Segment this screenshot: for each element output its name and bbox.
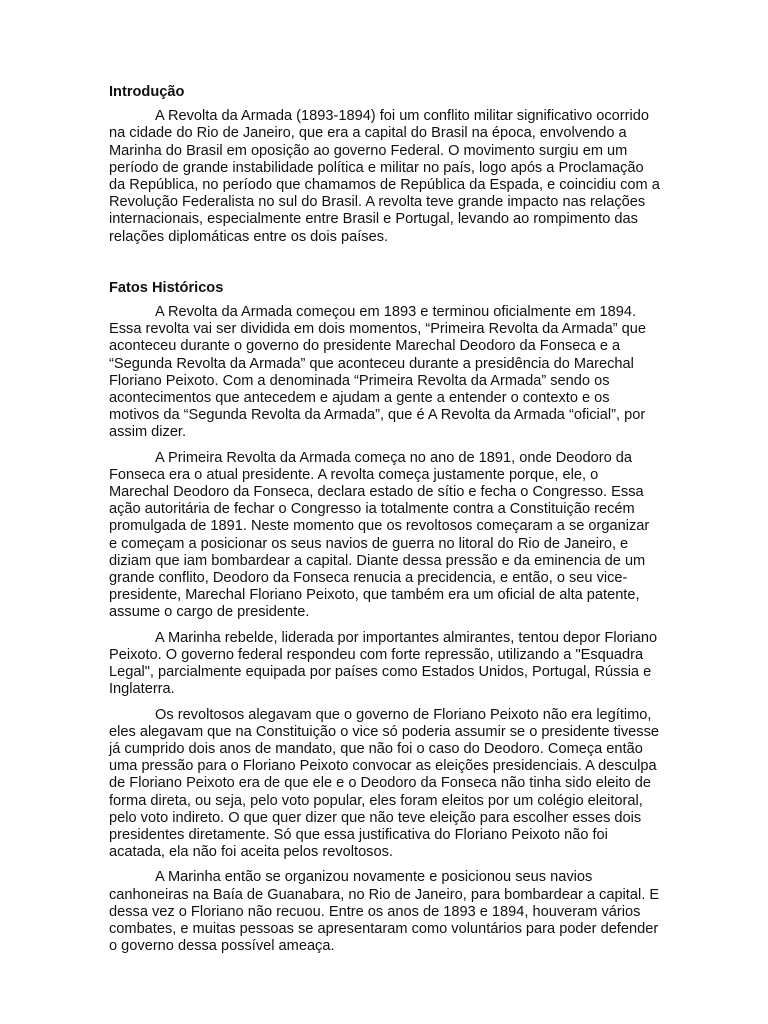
paragraph-fatos-3: A Marinha rebelde, liderada por importantes almirantes, tentou depor Floriano Peixoto. O governo federal respondeu com forte repressão, utilizando a "Esquadra Legal", parcialmente equipada por países como Estados Unidos, Portugal, Rússia e Inglaterra.: [109, 629, 658, 698]
paragraph-fatos-4: Os revoltosos alegavam que o governo de Floriano Peixoto não era legítimo, eles alegavam que na Constituição o vice só poderia assumir se o presidente tivesse já cumprido dois anos de mandato, que não foi o caso do Deodoro. Começa então uma pressão para o Floriano Peixoto convocar as eleições presidenciais. A desculpa de Floriano Peixoto era de que ele e o Deodoro da Fonseca não tinha sido eleito de forma direta, ou seja, pelo voto popular, eles foram eleitos por um colégio eleitoral, pelo voto indireto. O que quer dizer que não teve eleição para escolher esses dois presidentes diretamente. Só que essa justificativa do Floriano Peixoto não foi acatada, ela não foi aceita pelos revoltosos.: [109, 706, 660, 861]
section-heading-introducao: Introdução: [109, 84, 185, 100]
paragraph-fatos-2: A Primeira Revolta da Armada começa no ano de 1891, onde Deodoro da Fonseca era o atual presidente. A revolta começa justamente porque, ele, o Marechal Deodoro da Fonseca, declara estado de sítio e fecha o Congresso. Essa ação autoritária de fechar o Congresso ia totalmente contra a Constituição recém promulgada de 1891. Neste momento que os revoltosos começaram a se organizar e começam a posicionar os seus navios de guerra no litoral do Rio de Janeiro, e diziam que iam bombardear a capital. Diante dessa pressão e da eminencia de um grande conflito, Deodoro da Fonseca renucia a precidencia, e então, o seu vice-presidente, Marechal Floriano Peixoto, que também era um oficial de alta patente, assume o cargo de presidente.: [109, 449, 650, 621]
paragraph-fatos-1: A Revolta da Armada começou em 1893 e terminou oficialmente em 1894. Essa revolta vai ser dividida em dois momentos, “Primeira Revolta da Armada” que aconteceu durante o governo do presidente Marechal Deodoro da Fonseca e a “Segunda Revolta da Armada” que aconteceu durante a presidência do Marechal Floriano Peixoto. Com a denominada “Primeira Revolta da Armada” sendo os acontecimentos que antecedem e ajudam a gente a entender o contexto e os motivos da “Segunda Revolta da Armada”, que é A Revolta da Armada “oficial”, por assim dizer.: [109, 304, 646, 441]
paragraph-fatos-5: A Marinha então se organizou novamente e posicionou seus navios canhoneiras na Baía de Guanabara, no Rio de Janeiro, para bombardear a capital. E dessa vez o Floriano não recuou. Entre os anos de 1893 e 1894, houveram vários combates, e muitas pessoas se apresentaram como voluntários para poder defender o governo dessa possível ameaça.: [109, 869, 660, 955]
document-body: [109, 84, 661, 963]
paragraph-introducao-1: A Revolta da Armada (1893-1894) foi um conflito militar significativo ocorrido na cidade do Rio de Janeiro, que era a capital do Brasil na época, envolvendo a Marinha do Brasil em oposição ao governo Federal. O movimento surgiu em um período de grande instabilidade política e militar no país, logo após a Proclamação da República, no período que chamamos de República da Espada, e coincidiu com a Revolução Federalista no sul do Brasil. A revolta teve grande impacto nas relações internacionais, especialmente entre Brasil e Portugal, levando ao rompimento das relações diplomáticas entre os dois países.: [109, 108, 660, 245]
section-heading-fatos-historicos: Fatos Históricos: [109, 279, 224, 296]
